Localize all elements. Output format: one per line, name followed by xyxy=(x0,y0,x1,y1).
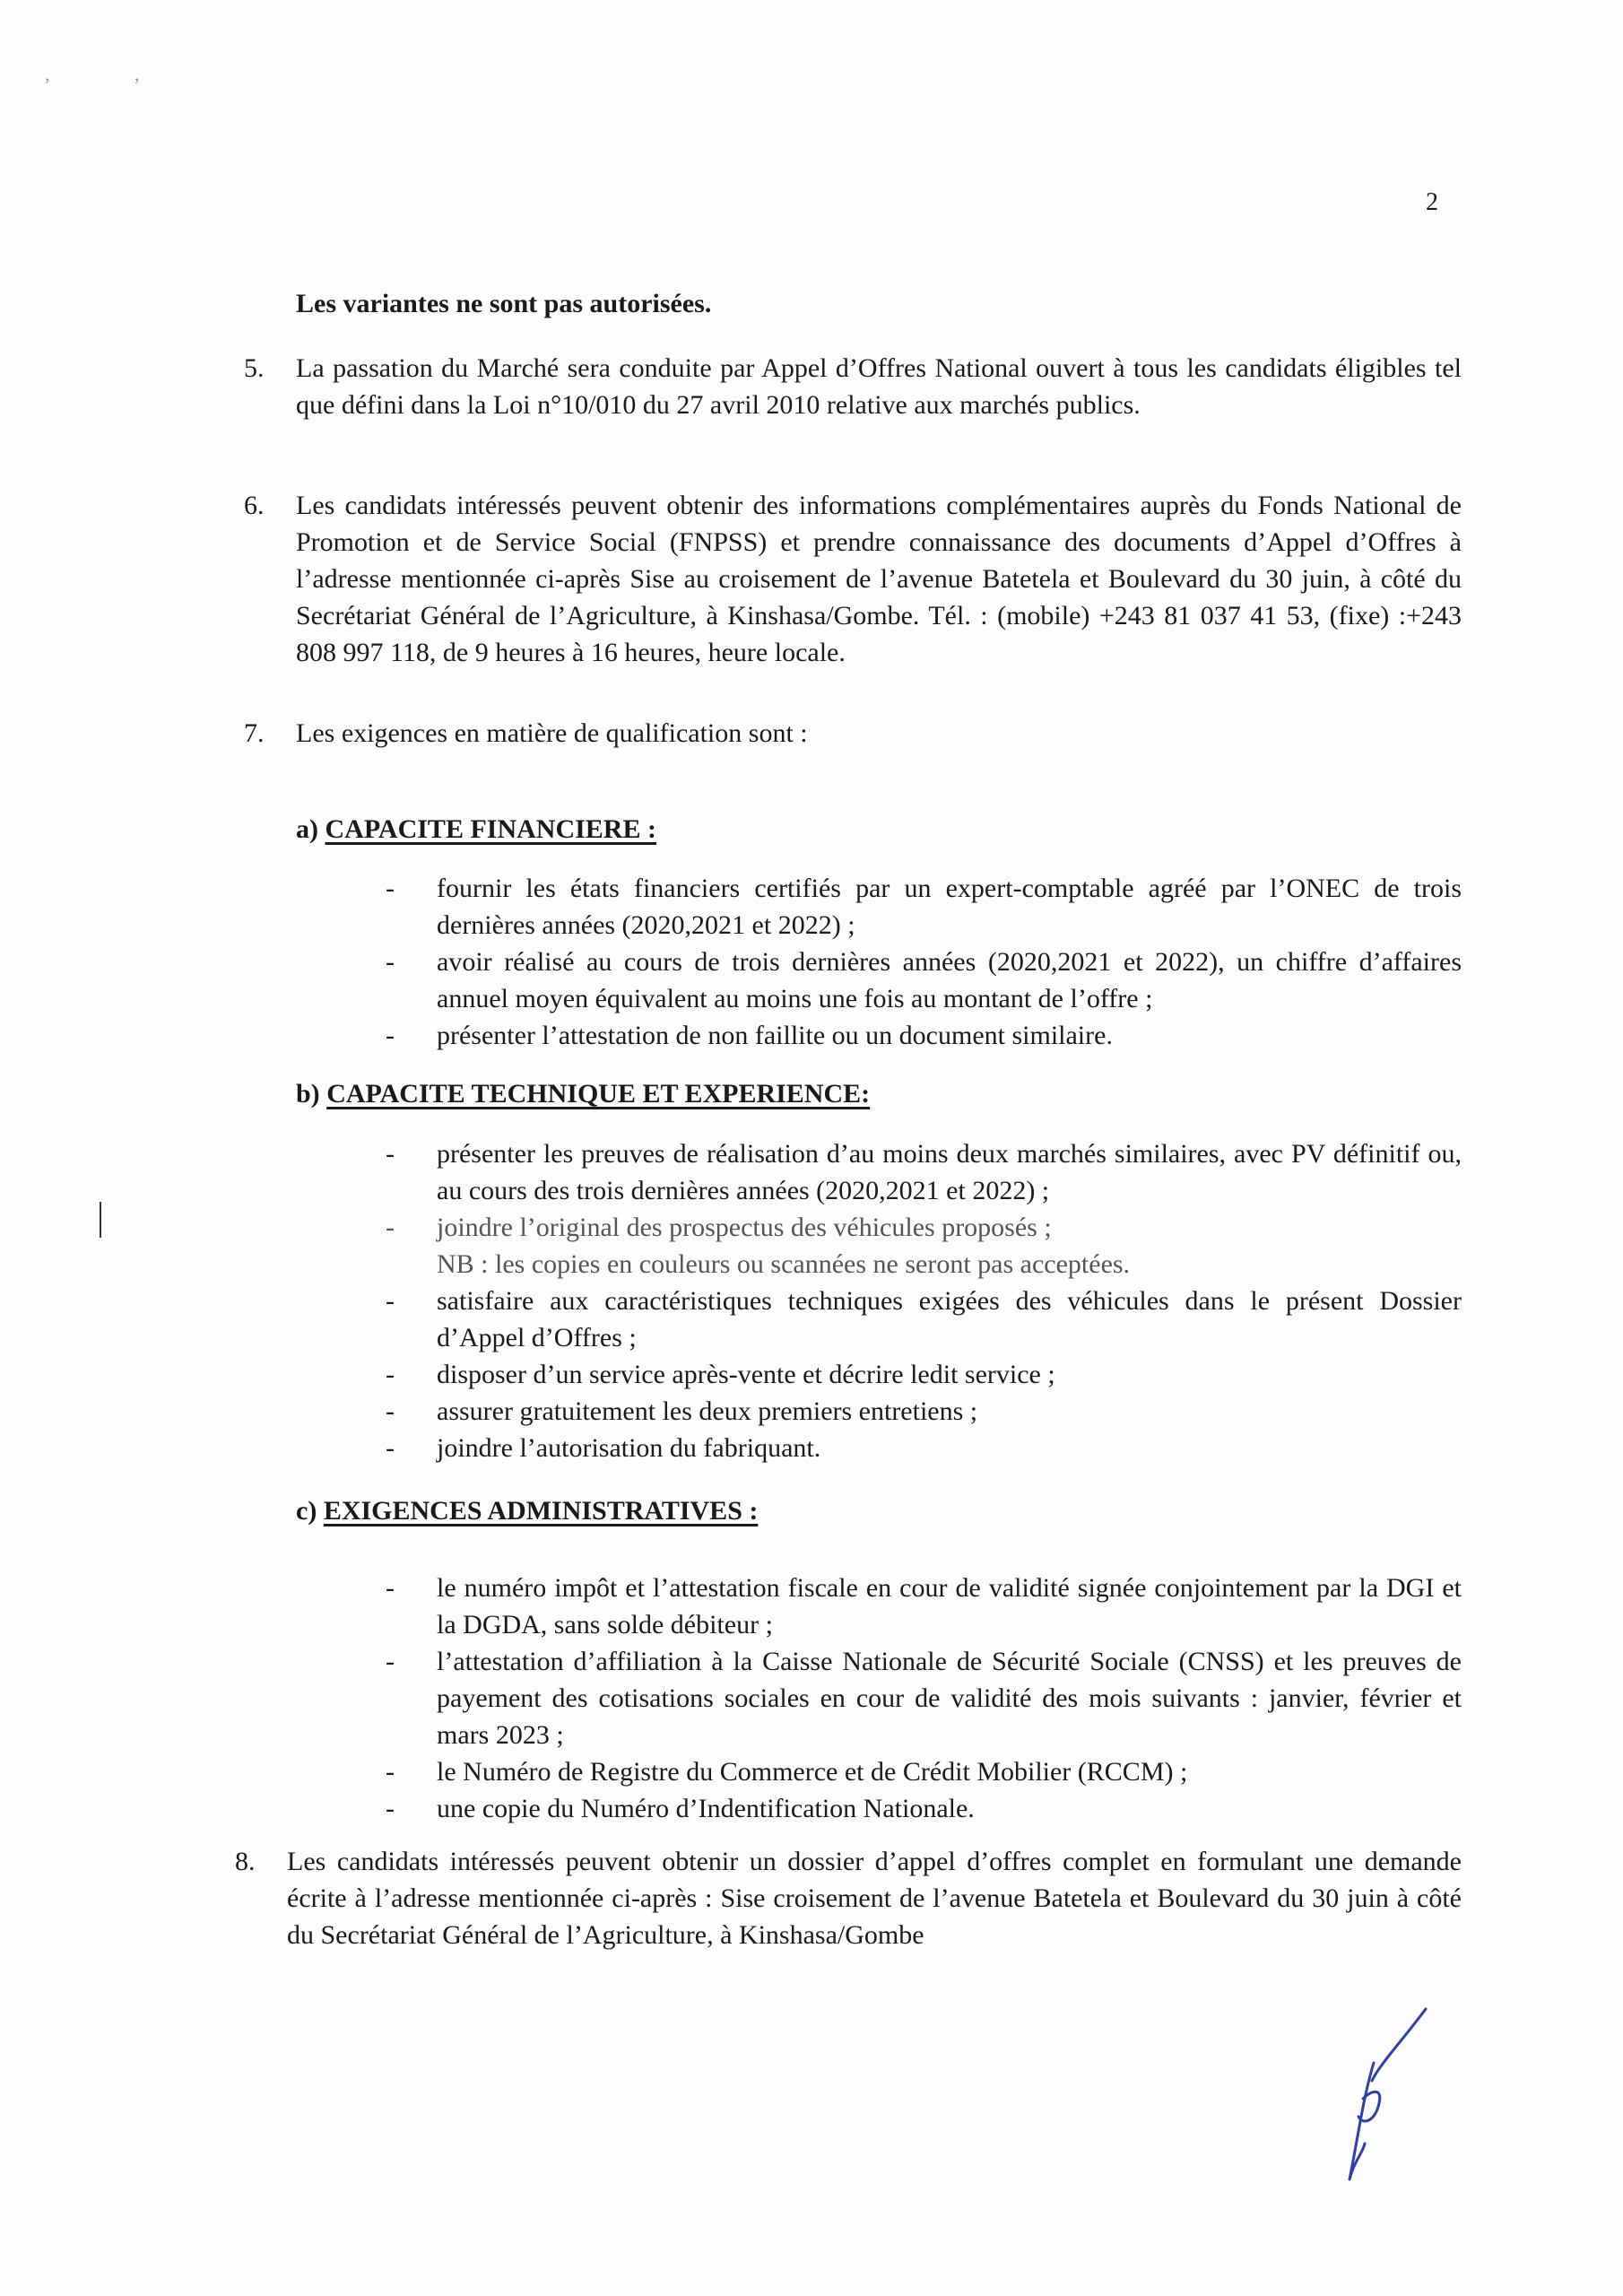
list-item-text: une copie du Numéro d’Indentification Nationale. xyxy=(437,1794,975,1823)
dash-bullet: - xyxy=(386,1573,395,1603)
item-number: 5. xyxy=(244,353,265,383)
section-title: CAPACITE TECHNIQUE ET EXPERIENCE: xyxy=(326,1079,871,1109)
item-text: Les exigences en matière de qualification sont : xyxy=(296,718,808,748)
list-item-text: fournir les états financiers certifiés par un expert-comptable agréé par l’ONEC de trois dernières années (2020,2021 et 2022) ; xyxy=(437,874,1462,940)
dash-bullet: - xyxy=(386,1360,395,1389)
item-number: 6. xyxy=(244,491,265,520)
list-item xyxy=(386,1017,1462,1054)
section-c-heading xyxy=(296,1496,758,1526)
section-a-list xyxy=(386,870,1462,1054)
dash-bullet: - xyxy=(386,1396,395,1426)
list-item xyxy=(386,870,1462,944)
item-text: Les candidats intéressés peuvent obtenir des informations complémentaires auprès du Fonds National de Promotion et de Service Social (FNPSS) et prendre connaissance des documents d’Appel d’Offres à l’adresse mentionnée ci-après Sise au croisement de l’avenue Batetela et Boulevard du 30 juin, à côté du Secrétariat Général de l’Agriculture, à Kinshasa/Gombe. Tél. : (mobile) +243 81 037 41 53, (fixe) :+243 808 997 118, de 9 heures à 16 heures, heure locale. xyxy=(296,491,1462,667)
list-item-text: présenter les preuves de réalisation d’au moins deux marchés similaires, avec PV définitif ou, au cours des trois dernières années (2020,2021 et 2022) ; xyxy=(437,1139,1462,1205)
margin-mark xyxy=(100,1202,101,1238)
item-number: 7. xyxy=(244,718,265,748)
list-item xyxy=(386,1790,1462,1827)
dash-bullet: - xyxy=(386,1757,395,1787)
section-letter: a) xyxy=(296,814,318,844)
item-8 xyxy=(235,1843,1462,1953)
list-item-text: le Numéro de Registre du Commerce et de Crédit Mobilier (RCCM) ; xyxy=(437,1757,1188,1787)
item-text: La passation du Marché sera conduite par Appel d’Offres National ouvert à tous les candidats éligibles tel que défini dans la Loi n°10/010 du 27 avril 2010 relative aux marchés publics. xyxy=(296,353,1462,420)
list-item xyxy=(386,1393,1462,1430)
scan-mark: , xyxy=(45,63,50,85)
list-item-text: joindre l’original des prospectus des véhicules proposés ; xyxy=(437,1213,1052,1242)
list-item xyxy=(386,1430,1462,1466)
dash-bullet: - xyxy=(386,1647,395,1676)
item-5 xyxy=(244,350,1462,423)
section-title: CAPACITE FINANCIERE : xyxy=(325,814,656,844)
section-b-heading xyxy=(296,1079,870,1109)
list-item-text: l’attestation d’affiliation à la Caisse Nationale de Sécurité Sociale (CNSS) et les preuves de payement des cotisations sociales en cour de validité des mois suivants : janvier, février et mars 2023 ; xyxy=(437,1647,1462,1750)
dash-bullet: - xyxy=(386,1286,395,1316)
dash-bullet: - xyxy=(386,1794,395,1823)
list-item xyxy=(386,1356,1462,1393)
item-text: Les candidats intéressés peuvent obtenir un dossier d’appel d’offres complet en formulant une demande écrite à l’adresse mentionnée ci-après : Sise croisement de l’avenue Batetela et Boulevard du 30 juin à côté du Secrétariat Général de l’Agriculture, à Kinshasa/Gombe xyxy=(287,1847,1462,1950)
dash-bullet: - xyxy=(386,947,395,977)
variants-notice: Les variantes ne sont pas autorisées. xyxy=(296,289,712,318)
dash-bullet: - xyxy=(386,1021,395,1050)
list-item xyxy=(386,1570,1462,1643)
list-item xyxy=(386,1643,1462,1753)
note-text: NB : les copies en couleurs ou scannées ne seront pas acceptées. xyxy=(437,1249,1131,1279)
page-number: 2 xyxy=(1426,188,1438,216)
list-item-text: assurer gratuitement les deux premiers entretiens ; xyxy=(437,1396,978,1426)
list-item xyxy=(386,1209,1462,1283)
item-number: 8. xyxy=(235,1847,256,1876)
list-item xyxy=(386,944,1462,1017)
section-title: EXIGENCES ADMINISTRATIVES : xyxy=(323,1496,759,1526)
list-item-text: avoir réalisé au cours de trois dernières années (2020,2021 et 2022), un chiffre d’affaires annuel moyen équivalent au moins une fois au montant de l’offre ; xyxy=(437,947,1462,1013)
item-6 xyxy=(244,487,1462,671)
section-letter: b) xyxy=(296,1079,320,1109)
list-item-text: satisfaire aux caractéristiques techniques exigées des véhicules dans le présent Dossier d’Appel d’Offres ; xyxy=(437,1286,1462,1352)
list-item xyxy=(386,1135,1462,1209)
item-7 xyxy=(244,715,1462,752)
list-item xyxy=(386,1283,1462,1356)
section-a-heading xyxy=(296,814,656,845)
section-b-list xyxy=(386,1135,1462,1466)
dash-bullet: - xyxy=(386,1433,395,1463)
list-item xyxy=(386,1753,1462,1790)
scan-mark: , xyxy=(135,63,140,85)
list-item-text: joindre l’autorisation du fabriquant. xyxy=(437,1433,821,1463)
signature xyxy=(1309,2000,1444,2197)
dash-bullet: - xyxy=(386,1139,395,1169)
list-item-text: disposer d’un service après-vente et décrire ledit service ; xyxy=(437,1360,1055,1389)
section-letter: c) xyxy=(296,1496,317,1526)
dash-bullet: - xyxy=(386,1213,395,1242)
section-c-list xyxy=(386,1570,1462,1827)
list-item-text: le numéro impôt et l’attestation fiscale en cour de validité signée conjointement par la DGI et la DGDA, sans solde débiteur ; xyxy=(437,1573,1462,1639)
dash-bullet: - xyxy=(386,874,395,903)
list-item-text: présenter l’attestation de non faillite ou un document similaire. xyxy=(437,1021,1113,1050)
